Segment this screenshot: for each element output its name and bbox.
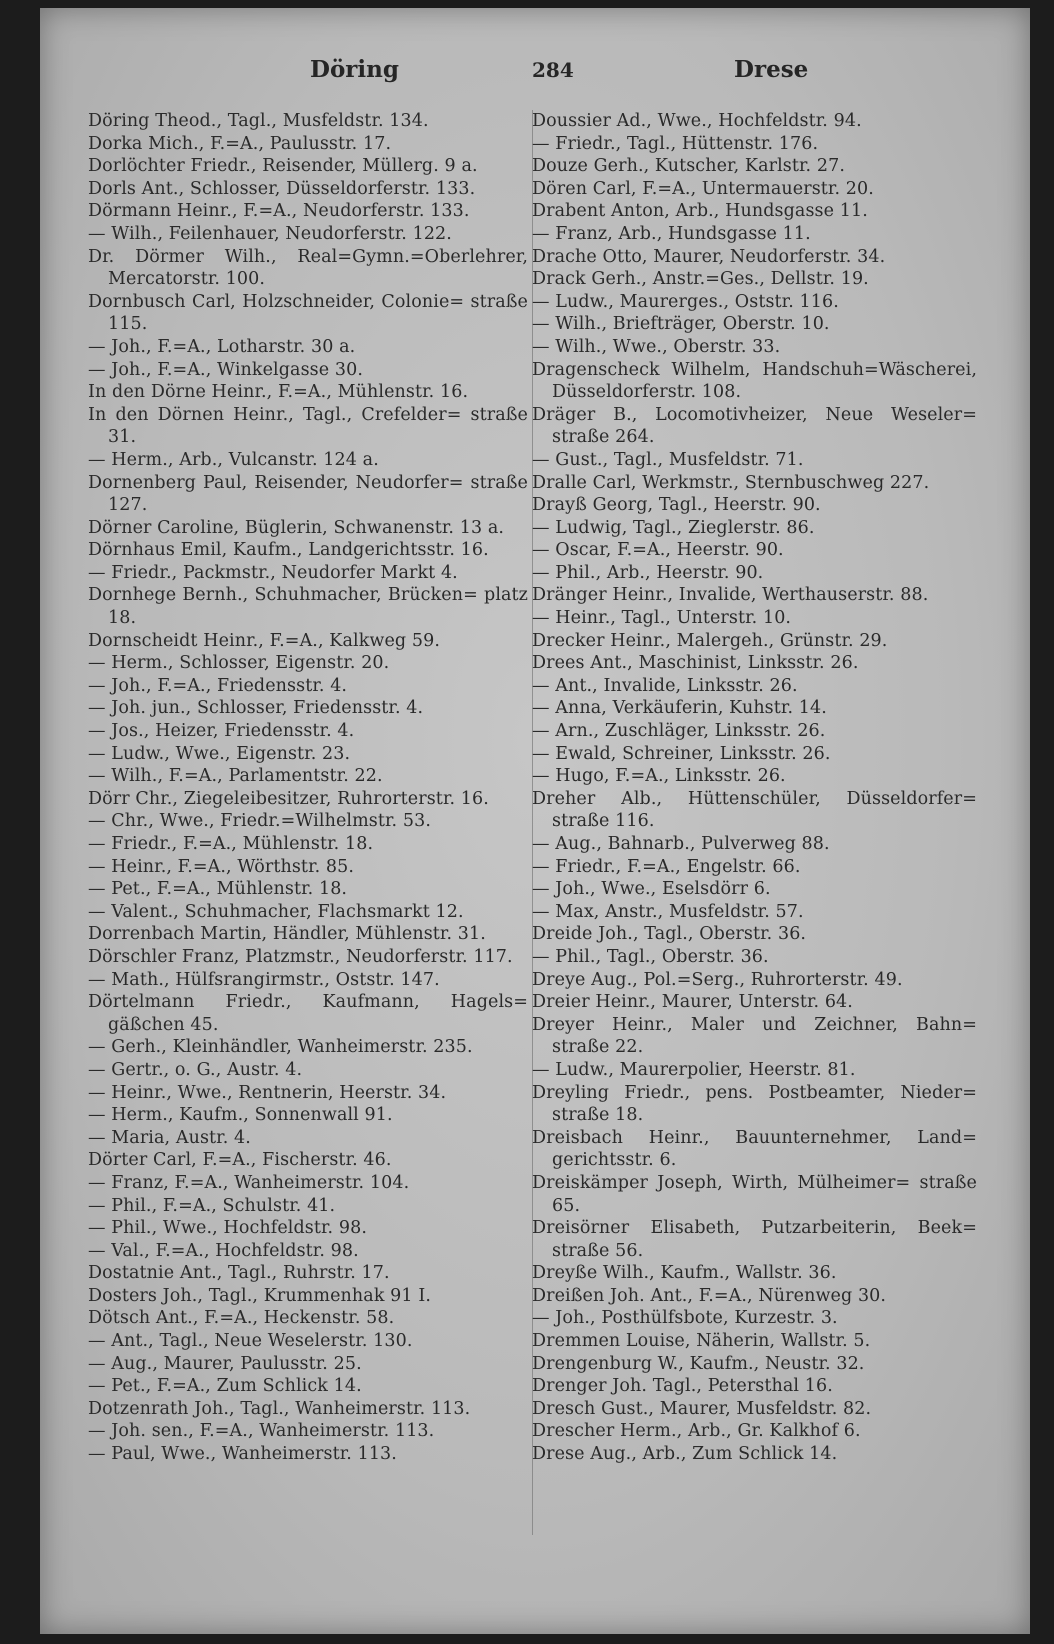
directory-entry: — Heinr., F.=A., Wörthstr. 85. — [88, 856, 355, 877]
directory-entry: — Valent., Schuhmacher, Flachsmarkt 12. — [88, 901, 464, 922]
directory-entry: — Ewald, Schreiner, Linksstr. 26. — [532, 743, 831, 764]
directory-entry: Dreisörner Elisabeth, Putzarbeiterin, Beek= straße 56. — [532, 1218, 977, 1261]
directory-entry: Dragenscheck Wilhelm, Handschuh=Wäscherei, Düsseldorferstr. 108. — [532, 359, 977, 403]
directory-entry: — Joh., Posthülfsbote, Kurzestr. 3. — [532, 1308, 838, 1329]
directory-entry: Dorls Ant., Schlosser, Düsseldorferstr. 133. — [88, 178, 476, 199]
directory-entry: Dreide Joh., Tagl., Oberstr. 36. — [532, 924, 807, 945]
directory-entry: — Joh., F.=A., Friedensstr. 4. — [88, 675, 348, 696]
directory-entry: — Pet., F.=A., Zum Schlick 14. — [88, 1376, 362, 1397]
directory-entry: Drese Aug., Arb., Zum Schlick 14. — [532, 1444, 838, 1465]
directory-entry: — Herm., Arb., Vulcanstr. 124 a. — [88, 449, 379, 470]
directory-entry: — Paul, Wwe., Wanheimerstr. 113. — [88, 1444, 397, 1465]
directory-entry: — Chr., Wwe., Friedr.=Wilhelmstr. 53. — [88, 811, 432, 832]
directory-entry: — Ludw., Wwe., Eigenstr. 23. — [88, 743, 351, 764]
directory-entry: Dörr Chr., Ziegeleibesitzer, Ruhrorterstr. 16. — [88, 788, 489, 809]
directory-page — [40, 8, 1030, 1634]
directory-entry: Dralle Carl, Werkmstr., Sternbuschweg 227. — [532, 472, 930, 493]
directory-entry: Dörtelmann Friedr., Kaufmann, Hagels= gäßchen 45. — [88, 992, 528, 1035]
directory-entry: — Aug., Maurer, Paulusstr. 25. — [88, 1353, 362, 1374]
directory-entry: Döring Theod., Tagl., Musfeldstr. 134. — [88, 111, 429, 131]
directory-entry: Dreisbach Heinr., Bauunternehmer, Land= gerichtsstr. 6. — [532, 1127, 977, 1171]
directory-entry: Dörner Caroline, Büglerin, Schwanenstr. 13 a. — [88, 517, 505, 538]
directory-entry: — Maria, Austr. 4. — [88, 1127, 251, 1148]
directory-entry: — Ant., Invalide, Linksstr. 26. — [532, 675, 798, 696]
directory-entry: — Joh., F.=A., Lotharstr. 30 a. — [88, 336, 356, 357]
directory-entry: — Heinr., Wwe., Rentnerin, Heerstr. 34. — [88, 1082, 447, 1103]
directory-entry: — Phil., Tagl., Oberstr. 36. — [532, 946, 769, 967]
directory-entry: Drees Ant., Maschinist, Linksstr. 26. — [532, 653, 859, 674]
directory-entry: Dreiskämper Joseph, Wirth, Mülheimer= straße 65. — [532, 1172, 977, 1216]
directory-entry: Dreyling Friedr., pens. Postbeamter, Nieder= straße 18. — [532, 1082, 977, 1126]
directory-entry: — Jos., Heizer, Friedensstr. 4. — [88, 721, 355, 742]
directory-entry: Drenger Joh. Tagl., Petersthal 16. — [532, 1376, 833, 1397]
directory-entry: — Friedr., Tagl., Hüttenstr. 176. — [532, 133, 819, 154]
directory-entry: Dreier Heinr., Maurer, Unterstr. 64. — [532, 992, 853, 1013]
directory-entry: — Wilh., Wwe., Oberstr. 33. — [532, 336, 781, 357]
directory-entry: Doussier Ad., Wwe., Hochfeldstr. 94. — [532, 111, 862, 131]
directory-entry: — Hugo, F.=A., Linksstr. 26. — [532, 766, 786, 787]
directory-entry: — Friedr., F.=A., Mühlenstr. 18. — [88, 834, 374, 854]
directory-entry: Dresch Gust., Maurer, Musfeldstr. 82. — [532, 1398, 872, 1419]
directory-entry: — Phil., F.=A., Schulstr. 41. — [88, 1195, 336, 1216]
directory-entry: — Joh. jun., Schlosser, Friedensstr. 4. — [88, 698, 424, 719]
directory-entry: Drayß Georg, Tagl., Heerstr. 90. — [532, 495, 821, 516]
directory-entry: Dörmann Heinr., F.=A., Neudorferstr. 133. — [88, 201, 470, 222]
directory-entry: Dörschler Franz, Platzmstr., Neudorferstr. 117. — [88, 946, 513, 967]
directory-entry: — Herm., Kaufm., Sonnenwall 91. — [88, 1105, 393, 1126]
directory-entry: — Gerh., Kleinhändler, Wanheimerstr. 235. — [88, 1037, 473, 1058]
directory-entry: Drack Gerh., Anstr.=Ges., Dellstr. 19. — [532, 269, 869, 290]
directory-entry: In den Dörne Heinr., F.=A., Mühlenstr. 16. — [88, 382, 469, 403]
directory-entry: Dräger B., Locomotivheizer, Neue Weseler= straße 264. — [532, 404, 977, 448]
directory-entry: — Math., Hülfsrangirmstr., Oststr. 147. — [88, 969, 440, 990]
directory-entry: Drecker Heinr., Malergeh., Grünstr. 29. — [532, 630, 888, 651]
left-column — [88, 110, 528, 1466]
directory-entry: Drescher Herm., Arb., Gr. Kalkhof 6. — [532, 1421, 861, 1442]
directory-entry: Dreißen Joh. Ant., F.=A., Nürenweg 30. — [532, 1285, 887, 1306]
directory-entry: Dremmen Louise, Näherin, Wallstr. 5. — [532, 1331, 871, 1352]
directory-entry: — Anna, Verkäuferin, Kuhstr. 14. — [532, 698, 827, 719]
directory-entry: — Ludw., Maurerges., Oststr. 116. — [532, 291, 839, 312]
header-right-keyword: Drese — [734, 56, 809, 83]
directory-entry: — Friedr., F.=A., Engelstr. 66. — [532, 856, 801, 877]
right-column — [532, 110, 977, 1466]
directory-entry: — Joh. sen., F.=A., Wanheimerstr. 113. — [88, 1421, 435, 1442]
directory-entry: — Wilh., Briefträger, Oberstr. 10. — [532, 314, 830, 335]
directory-entry: Dornbusch Carl, Holzschneider, Colonie= straße 115. — [88, 291, 528, 335]
directory-entry: Drabent Anton, Arb., Hundsgasse 11. — [532, 201, 868, 222]
directory-entry: Dränger Heinr., Invalide, Werthauserstr. 88. — [532, 585, 929, 606]
directory-entry: — Arn., Zuschläger, Linksstr. 26. — [532, 721, 826, 742]
directory-entry: Douze Gerh., Kutscher, Karlstr. 27. — [532, 156, 845, 177]
directory-entry: Dostatnie Ant., Tagl., Ruhrstr. 17. — [88, 1263, 390, 1284]
directory-entry: Drache Otto, Maurer, Neudorferstr. 34. — [532, 246, 886, 267]
directory-entry: Dören Carl, F.=A., Untermauerstr. 20. — [532, 178, 874, 199]
directory-entry: Dörter Carl, F.=A., Fischerstr. 46. — [88, 1150, 392, 1171]
header-left-keyword: Döring — [310, 56, 399, 83]
directory-entry: — Phil., Wwe., Hochfeldstr. 98. — [88, 1218, 368, 1239]
directory-entry: Dreher Alb., Hüttenschüler, Düsseldorfer= straße 116. — [532, 788, 977, 832]
directory-entry: Dreyße Wilh., Kaufm., Wallstr. 36. — [532, 1263, 837, 1284]
directory-entry: — Gust., Tagl., Musfeldstr. 71. — [532, 449, 804, 470]
directory-entry: In den Dörnen Heinr., Tagl., Crefelder= straße 31. — [88, 404, 528, 448]
directory-entry: Dörnhaus Emil, Kaufm., Landgerichtsstr. 16. — [88, 540, 489, 561]
directory-entry: Dorka Mich., F.=A., Paulusstr. 17. — [88, 133, 392, 154]
directory-entry: — Herm., Schlosser, Eigenstr. 20. — [88, 653, 390, 674]
directory-entry: — Ludw., Maurerpolier, Heerstr. 81. — [532, 1059, 856, 1080]
directory-entry: Dosters Joh., Tagl., Krummenhak 91 I. — [88, 1285, 431, 1306]
directory-entry: Dr. Dörmer Wilh., Real=Gymn.=Oberlehrer, Mercatorstr. 100. — [88, 246, 528, 290]
directory-entry: Dornenberg Paul, Reisender, Neudorfer= straße 127. — [88, 472, 528, 516]
directory-entry: Dotzenrath Joh., Tagl., Wanheimerstr. 113. — [88, 1398, 471, 1419]
directory-entry: — Val., F.=A., Hochfeldstr. 98. — [88, 1240, 359, 1261]
directory-entry: Dorlöchter Friedr., Reisender, Müllerg. 9 a. — [88, 156, 478, 177]
directory-entry: Dreyer Heinr., Maler und Zeichner, Bahn= straße 22. — [532, 1014, 977, 1058]
directory-entry: — Wilh., F.=A., Parlamentstr. 22. — [88, 766, 383, 787]
directory-entry: — Phil., Arb., Heerstr. 90. — [532, 562, 764, 583]
directory-entry: — Franz, F.=A., Wanheimerstr. 104. — [88, 1172, 410, 1193]
page-header — [40, 56, 1030, 96]
directory-entry: — Friedr., Packmstr., Neudorfer Markt 4. — [88, 562, 458, 583]
directory-entry: — Ant., Tagl., Neue Weselerstr. 130. — [88, 1331, 413, 1352]
directory-entry: Dornhege Bernh., Schuhmacher, Brücken= platz 18. — [88, 585, 528, 629]
directory-entry: Dreye Aug., Pol.=Serg., Ruhrorterstr. 49. — [532, 969, 903, 990]
directory-entry: — Heinr., Tagl., Unterstr. 10. — [532, 608, 792, 629]
directory-entry: — Max, Anstr., Musfeldstr. 57. — [532, 901, 804, 922]
directory-entry: — Joh., Wwe., Eselsdörr 6. — [532, 879, 771, 900]
directory-entry: Dorrenbach Martin, Händler, Mühlenstr. 31. — [88, 924, 486, 945]
directory-entry: — Ludwig, Tagl., Zieglerstr. 86. — [532, 517, 815, 538]
page-number: 284 — [532, 58, 574, 82]
directory-entry: — Gertr., o. G., Austr. 4. — [88, 1059, 303, 1080]
directory-entry: — Wilh., Feilenhauer, Neudorferstr. 122. — [88, 223, 452, 244]
directory-entry: — Pet., F.=A., Mühlenstr. 18. — [88, 879, 348, 900]
directory-entry: — Oscar, F.=A., Heerstr. 90. — [532, 540, 784, 561]
directory-entry: Dötsch Ant., F.=A., Heckenstr. 58. — [88, 1308, 395, 1329]
directory-entry: — Joh., F.=A., Winkelgasse 30. — [88, 359, 363, 380]
directory-entry: Drengenburg W., Kaufm., Neustr. 32. — [532, 1353, 865, 1374]
directory-entry: Dornscheidt Heinr., F.=A., Kalkweg 59. — [88, 630, 441, 651]
directory-entry: — Franz, Arb., Hundsgasse 11. — [532, 223, 811, 244]
directory-entry: — Aug., Bahnarb., Pulverweg 88. — [532, 834, 830, 854]
